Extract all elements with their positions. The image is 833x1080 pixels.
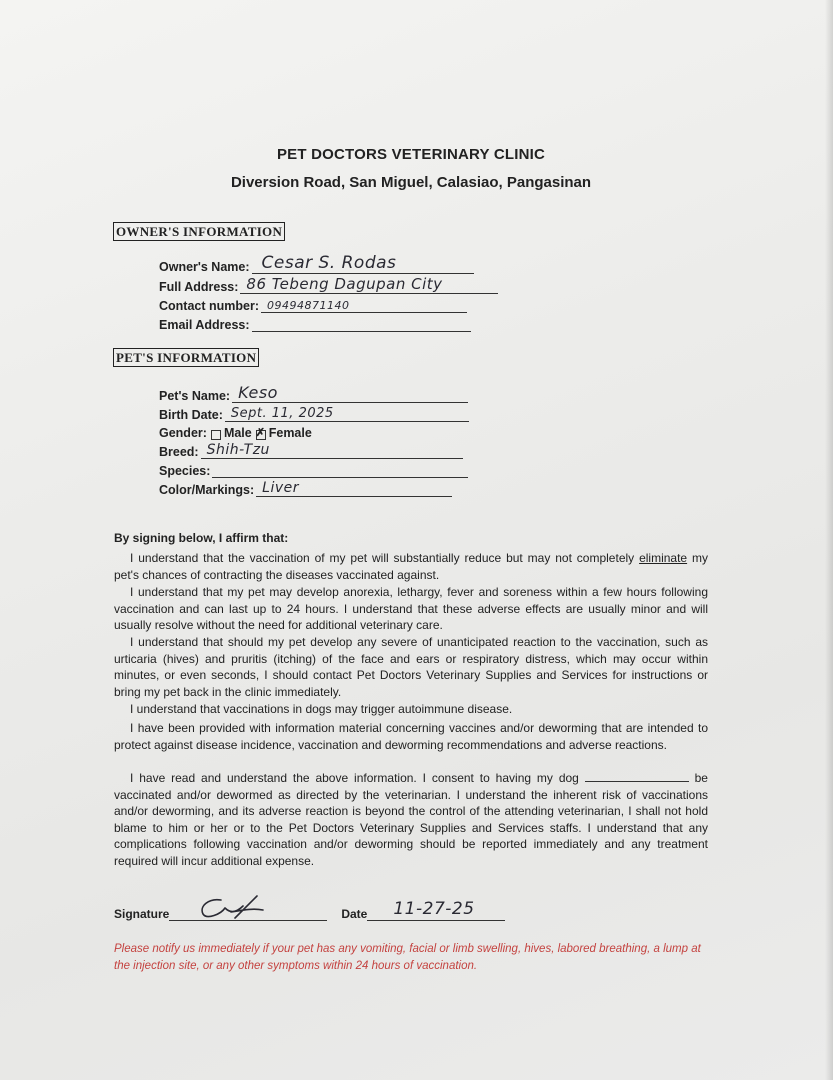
date-label: Date	[341, 907, 368, 921]
date-line[interactable]	[367, 899, 505, 921]
pet-name-field[interactable]	[159, 383, 468, 403]
clinic-address: Diversion Road, San Miguel, Calasiao, Pangasinan	[230, 174, 592, 191]
owner-address-label: Full Address:	[159, 280, 239, 294]
birth-date-label: Birth Date:	[159, 408, 223, 422]
owner-address-line	[240, 275, 498, 294]
signature-mark	[191, 892, 269, 922]
gender-male-checkbox[interactable]	[211, 430, 221, 440]
contact-number-line	[261, 297, 467, 313]
birth-date-value: Sept. 11, 2025	[230, 406, 334, 421]
affirmation-paragraph-3: I understand that should my pet develop any severe of unanticipated reaction to the vaccination, such as urticaria (hives) and pruritis (itching) of the face and ears or respiratory distress, which may occur within minutes, or even seconds, I should contact Pet Doctors Veterinary Supplies and Services for instructions or bring my pet back in the clinic immediately.	[114, 635, 708, 699]
dog-name-blank[interactable]	[585, 771, 689, 782]
affirmation-paragraph-5: I have been provided with information material concerning vaccines and/or deworming that are intended to protect against disease incidence, vaccination and deworming recommendations and adverse reactions.	[114, 721, 708, 752]
pet-section-title: PET'S INFORMATION	[113, 348, 259, 367]
date-value: 11-27-25	[393, 899, 475, 919]
clinic-name: PET DOCTORS VETERINARY CLINIC	[276, 146, 546, 163]
color-markings-line	[256, 481, 452, 497]
signature-label: Signature	[114, 907, 170, 921]
p1-underlined-word: eliminate	[639, 551, 688, 565]
p6-text-end: be vaccinated and/or dewormed as directed by the veterinarian. I understand the inherent risk of vaccinations and/or deworming, and its adverse reaction is beyond the control of the attending veterinarian, I shall not hold blame to him or her or to the Pet Doctors Veterinary Supplies and Services staffs. I understand that any complications following vaccination and/or deworming should be reported immediately and any treatment required will incur additional expense.	[114, 771, 708, 868]
breed-value: Shih-Tzu	[206, 442, 270, 458]
owner-section-title: OWNER'S INFORMATION	[113, 222, 285, 241]
gender-male-label: Male	[223, 426, 252, 440]
species-field[interactable]	[159, 462, 468, 478]
affirmation-paragraph-4: I understand that vaccinations in dogs may trigger autoimmune disease.	[130, 702, 513, 716]
contact-number-field[interactable]	[159, 297, 467, 313]
pet-name-label: Pet's Name:	[159, 389, 231, 403]
email-address-label: Email Address:	[159, 318, 250, 332]
owner-name-label: Owner's Name:	[159, 260, 250, 274]
gender-field	[159, 426, 312, 440]
owner-name-value: Cesar S. Rodas	[261, 253, 397, 273]
signature-row	[114, 899, 505, 921]
color-markings-label: Color/Markings:	[159, 483, 255, 497]
gender-female-label: Female	[268, 426, 312, 440]
signature-line[interactable]	[169, 905, 327, 921]
email-address-line	[252, 316, 471, 332]
p6-text-start: I have read and understand the above information. I consent to having my dog	[130, 771, 579, 785]
species-line	[212, 462, 468, 478]
color-markings-value: Liver	[262, 480, 299, 496]
species-label: Species:	[159, 464, 211, 478]
contact-number-value: 09494871140	[267, 299, 350, 312]
contact-number-label: Contact number:	[159, 299, 259, 313]
breed-line	[201, 443, 463, 459]
affirmation-paragraph-2: I understand that my pet may develop anorexia, lethargy, fever and soreness within a few hours following vaccination and can last up to 24 hours. I understand that these adverse effects are usually minor and will usually resolve without the need for additional veterinary care.	[114, 585, 708, 633]
pet-name-value: Keso	[238, 383, 278, 402]
breed-label: Breed:	[159, 445, 199, 459]
breed-field[interactable]	[159, 443, 463, 459]
owner-address-value: 86 Tebeng Dagupan City	[246, 275, 443, 293]
p1-text-end: my pet's chances of contracting the diseases vaccinated against.	[114, 551, 708, 582]
pet-name-line	[232, 383, 468, 403]
gender-label: Gender:	[159, 426, 207, 440]
owner-name-line	[252, 253, 474, 274]
affirmation-paragraph-1	[114, 550, 708, 583]
post-vaccination-notice: Please notify us immediately if your pet has any vomiting, facial or limb swelling, hives, labored breathing, a lump at the injection site, or any other symptoms within 24 hours of vaccination.	[114, 943, 701, 972]
birth-date-line	[225, 406, 469, 422]
email-address-field[interactable]	[159, 316, 471, 332]
affirmation-title: By signing below, I affirm that:	[114, 531, 289, 545]
p1-text-start: I understand that the vaccination of my pet will substantially reduce but may not completely	[130, 551, 640, 565]
owner-address-field[interactable]	[159, 275, 498, 294]
affirmation-paragraph-6	[114, 770, 708, 870]
gender-female-checkbox[interactable]	[256, 430, 266, 440]
birth-date-field[interactable]	[159, 406, 469, 422]
color-markings-field[interactable]	[159, 481, 452, 497]
owner-name-field[interactable]	[159, 253, 474, 274]
